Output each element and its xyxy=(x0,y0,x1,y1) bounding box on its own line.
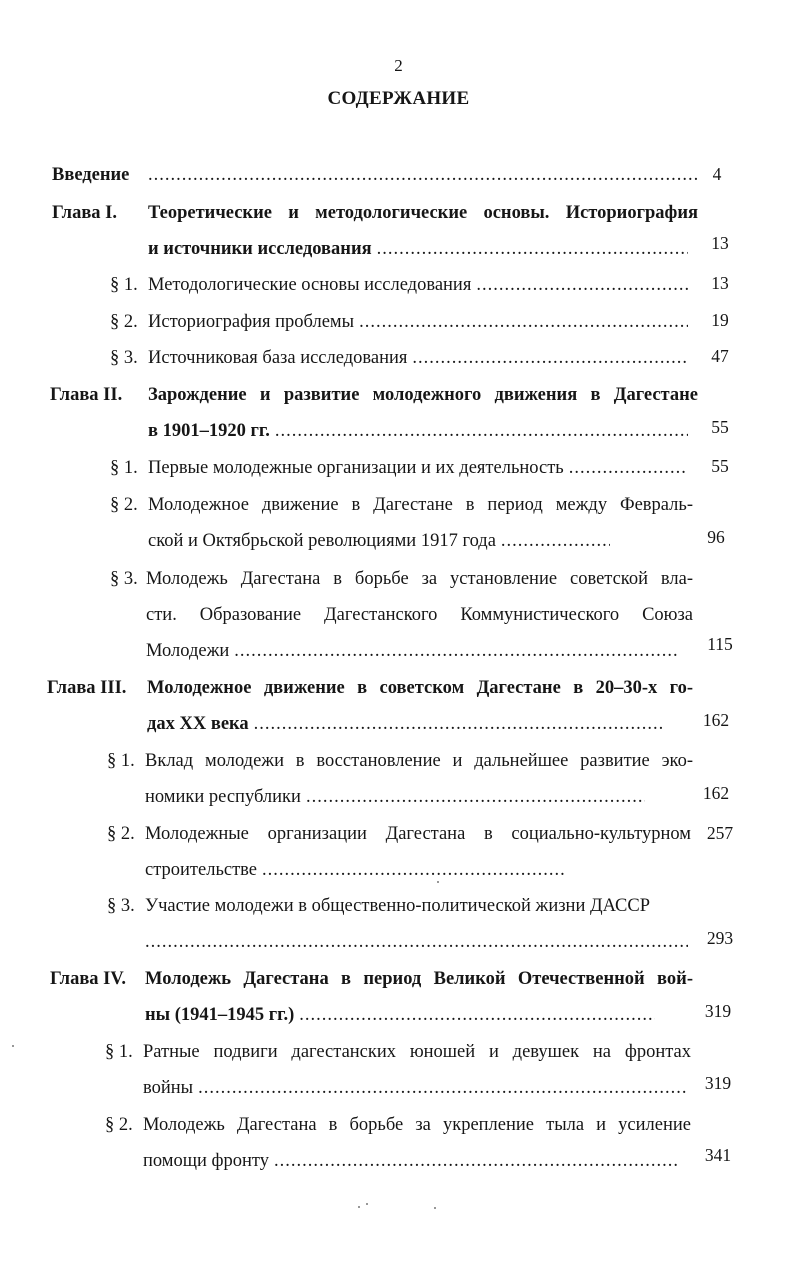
toc-intro-label: Введение xyxy=(52,165,130,185)
toc-ch4-s2-line1: Молодежь Дагестана в борьбе за укрепление тыла и усиление xyxy=(143,1115,691,1135)
toc-ch1-s1-page: 13 xyxy=(711,273,729,293)
toc-ch4-title-line1: Молодежь Дагестана в период Великой Отечественной вой- xyxy=(145,969,693,989)
scan-speck xyxy=(437,881,439,883)
toc-ch3-page: 162 xyxy=(702,710,730,730)
scan-speck xyxy=(366,1203,368,1205)
toc-ch4-s2-label: § 2. xyxy=(105,1115,133,1135)
toc-ch3-label: Глава III. xyxy=(47,678,127,698)
toc-ch2-s3-line2: сти. Образование Дагестанского Коммунистического Союза xyxy=(146,605,693,625)
toc-ch1-s1-text: Методологические основы исследования ..... xyxy=(148,274,688,296)
toc-ch2-s3-label: § 3. xyxy=(110,569,138,589)
toc-ch4-s2-page: 341 xyxy=(704,1145,732,1165)
toc-ch3-s2-page: 257 xyxy=(706,823,734,843)
toc-ch3-s2-line2: строительстве ..... xyxy=(145,859,565,881)
toc-ch2-s1-page: 55 xyxy=(711,456,729,476)
toc-ch4-s1-line1: Ратные подвиги дагестанских юношей и девушек на фронтах xyxy=(143,1042,691,1062)
toc-ch3-s1-line2: номики республики ..... xyxy=(145,786,645,808)
toc-ch1-s3-text: Источниковая база исследования ..... xyxy=(148,347,688,369)
toc-ch2-s2-line1: Молодежное движение в Дагестане в период между Февраль- xyxy=(148,495,693,515)
toc-ch3-s1-label: § 1. xyxy=(107,751,135,771)
toc-ch1-s3-label: § 3. xyxy=(110,348,138,368)
toc-intro-page: 4 xyxy=(712,164,722,184)
toc-ch2-title-line2: в 1901–1920 гг. ..... xyxy=(148,420,688,442)
toc-ch1-title-line1: Теоретические и методологические основы. Историография xyxy=(148,203,698,223)
toc-ch3-s1-line1: Вклад молодежи в восстановление и дальнейшее развитие эко- xyxy=(145,751,693,771)
toc-ch1-s2-label: § 2. xyxy=(110,312,138,332)
page-title: СОДЕРЖАНИЕ xyxy=(327,88,470,109)
toc-ch1-s3-page: 47 xyxy=(711,346,729,366)
toc-ch3-s2-line1: Молодежные организации Дагестана в социально-культурном xyxy=(145,824,691,844)
toc-ch4-s2-line2: помощи фронту ..... xyxy=(143,1150,679,1172)
toc-ch1-s2-text: Историография проблемы ..... xyxy=(148,311,688,333)
toc-ch2-s2-page: 96 xyxy=(707,527,725,547)
toc-ch2-label: Глава II. xyxy=(50,385,123,405)
toc-ch4-title-line2: ны (1941–1945 гг.) ..... xyxy=(145,1004,655,1026)
scan-speck xyxy=(358,1206,360,1208)
toc-ch2-s3-line1: Молодежь Дагестана в борьбе за установление советской вла- xyxy=(146,569,693,589)
toc-ch2-s2-label: § 2. xyxy=(110,495,138,515)
toc-ch3-s3-dots xyxy=(145,931,688,953)
toc-ch2-s1-text: Первые молодежные организации и их деятельность ..... xyxy=(148,457,688,479)
toc-ch3-s3-label: § 3. xyxy=(107,896,135,916)
toc-ch1-title-line2: и источники исследования ..... xyxy=(148,238,688,260)
toc-ch3-s3-page: 293 xyxy=(706,928,734,948)
scan-speck xyxy=(434,1207,436,1209)
toc-ch4-label: Глава IV. xyxy=(50,969,126,989)
toc-ch3-s3-line1: Участие молодежи в общественно-политической жизни ДАССР xyxy=(145,896,651,916)
toc-ch3-title-line1: Молодежное движение в советском Дагестане в 20–30-х го- xyxy=(147,678,693,698)
toc-ch3-s2-label: § 2. xyxy=(107,824,135,844)
toc-ch3-title-line2: дах XX века ..... xyxy=(147,713,663,735)
toc-ch3-s1-page: 162 xyxy=(702,783,730,803)
toc-intro-dots xyxy=(143,164,698,186)
toc-ch2-page: 55 xyxy=(711,417,729,437)
toc-ch4-s1-line2: войны ..... xyxy=(143,1077,686,1099)
toc-ch1-page: 13 xyxy=(711,233,729,253)
toc-ch2-s3-page: 115 xyxy=(707,634,733,654)
toc-ch4-page: 319 xyxy=(704,1001,732,1021)
toc-ch1-s1-label: § 1. xyxy=(110,275,138,295)
page-number: 2 xyxy=(394,56,403,75)
scan-speck xyxy=(12,1045,14,1047)
toc-ch2-title-line1: Зарождение и развитие молодежного движения в Дагестане xyxy=(148,385,698,405)
toc-ch4-s1-page: 319 xyxy=(704,1073,732,1093)
toc-ch2-s2-line2: ской и Октябрьской революциями 1917 года ..... xyxy=(148,530,610,552)
toc-ch1-s2-page: 19 xyxy=(711,310,729,330)
toc-ch2-s3-line3: Молодежи ..... xyxy=(146,640,678,662)
toc-ch4-s1-label: § 1. xyxy=(105,1042,133,1062)
toc-ch2-s1-label: § 1. xyxy=(110,458,138,478)
toc-ch1-label: Глава I. xyxy=(52,203,118,223)
